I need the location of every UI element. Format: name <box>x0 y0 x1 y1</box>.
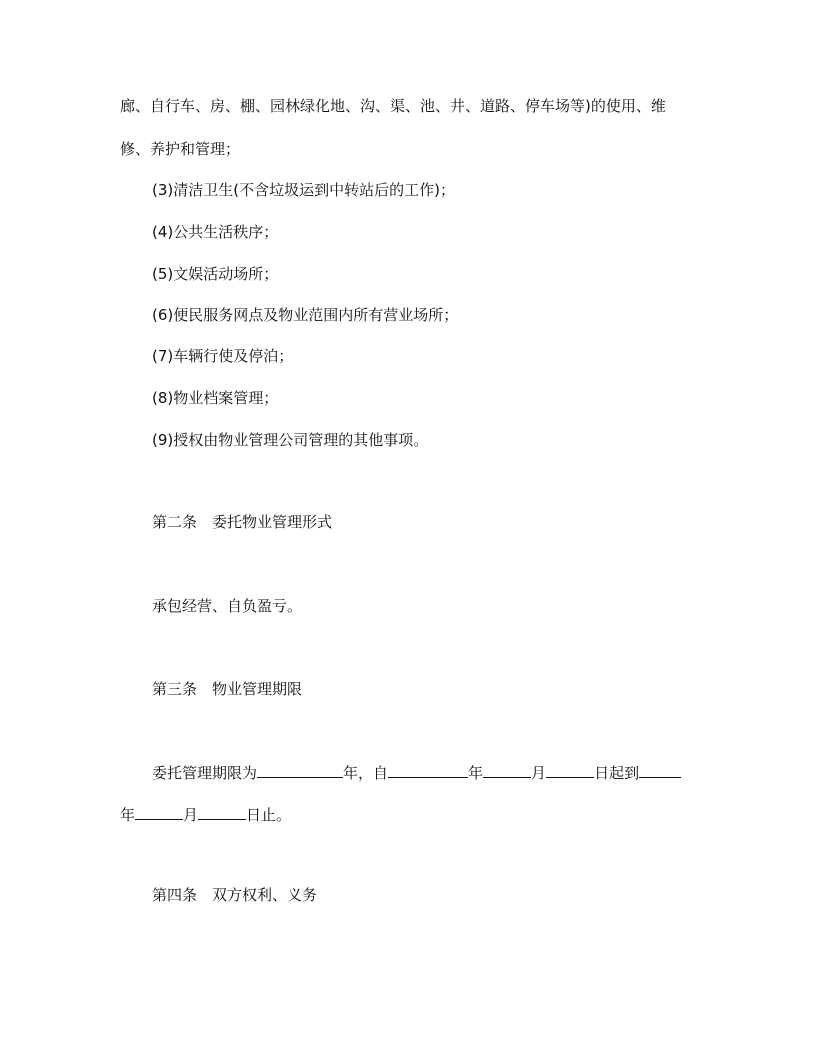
end-month-blank[interactable] <box>135 804 183 820</box>
article-2-body: 承包经营、自负盈亏。 <box>152 597 303 615</box>
end-day-blank[interactable] <box>198 804 246 820</box>
scope-continued-line-2: 修、养护和管理； <box>120 140 241 158</box>
end-day-label: 日止。 <box>246 806 292 824</box>
term-years-unit: 年，自 <box>343 764 389 782</box>
scope-item-9: (9)授权由物业管理公司管理的其他事项。 <box>152 431 429 449</box>
start-day-blank[interactable] <box>546 762 594 778</box>
term-years-blank[interactable] <box>257 762 343 778</box>
scope-item-8: (8)物业档案管理； <box>152 389 279 407</box>
start-day-to-label: 日起到 <box>594 764 640 782</box>
start-month-label: 月 <box>531 764 547 782</box>
scope-item-7: (7)车辆行使及停泊； <box>152 347 294 365</box>
start-month-blank[interactable] <box>483 762 531 778</box>
scope-item-3: (3)清洁卫生(不含垃圾运到中转站后的工作)； <box>152 181 455 199</box>
article-4-heading: 第四条 双方权利、义务 <box>152 886 318 904</box>
term-prefix: 委托管理期限为 <box>152 764 258 782</box>
scope-item-5: (5)文娱活动场所； <box>152 265 279 283</box>
start-year-blank[interactable] <box>388 762 468 778</box>
start-year-label: 年 <box>468 764 484 782</box>
article-3-term-line-2 <box>120 804 291 825</box>
scope-item-4: (4)公共生活秩序； <box>152 223 279 241</box>
scope-item-6: (6)便民服务网点及物业范围内所有营业场所； <box>152 306 459 324</box>
scope-continued-line-1: 廊、自行车、房、棚、园林绿化地、沟、渠、池、井、道路、停车场等)的使用、维 <box>120 97 666 115</box>
end-year-blank[interactable] <box>639 762 681 778</box>
end-month-label: 月 <box>183 806 199 824</box>
end-year-label: 年 <box>120 806 136 824</box>
article-3-heading: 第三条 物业管理期限 <box>152 680 303 698</box>
article-3-term-line-1 <box>152 762 681 783</box>
article-2-heading: 第二条 委托物业管理形式 <box>152 513 333 531</box>
